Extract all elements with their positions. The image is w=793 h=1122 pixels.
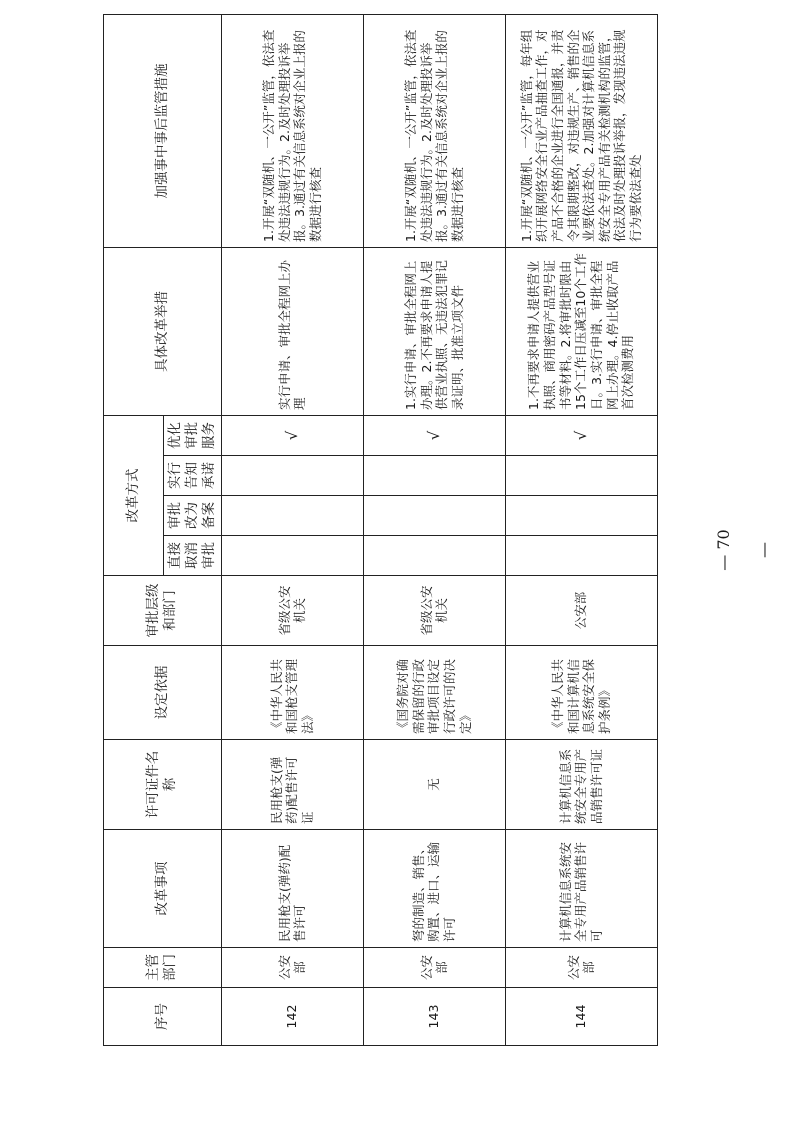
cell-measures: 实行申请、审批全程网上办理 xyxy=(221,248,363,416)
check-mark-icon: √ xyxy=(505,416,657,456)
cell-item: 民用枪支(弹药)配售许可 xyxy=(221,830,363,948)
cell-level: 公安部 xyxy=(505,576,657,646)
cell-cancel xyxy=(505,536,657,576)
cell-license: 计算机信息系统安全专用产品销售许可证 xyxy=(505,740,657,830)
cell-license: 民用枪支(弹药)配售许可证 xyxy=(221,740,363,830)
header-basis: 设定依据 xyxy=(104,646,222,740)
cell-notify xyxy=(221,456,363,496)
cell-basis: 《中华人民共和国枪支管理法》 xyxy=(221,646,363,740)
header-method-group: 改革方式 xyxy=(104,416,164,576)
cell-filing xyxy=(505,496,657,536)
header-seq: 序号 xyxy=(104,988,222,1046)
cell-dept: 公安部 xyxy=(363,948,505,988)
header-license: 许可证件名称 xyxy=(104,740,222,830)
cell-supervision: 1.开展“双随机、一公开”监管，依法查处违法违规行为。2.及时处理投诉举报。3.通过有关信息系统对企业上报的数据进行核查 xyxy=(221,15,363,248)
check-mark-icon: √ xyxy=(221,416,363,456)
cell-notify xyxy=(363,456,505,496)
cell-item: 弩的制造、销售、购置、进口、运输许可 xyxy=(363,830,505,948)
cell-item: 计算机信息系统安全专用产品销售许可 xyxy=(505,830,657,948)
cell-dept: 公安部 xyxy=(505,948,657,988)
rotated-table-wrapper xyxy=(103,15,643,1046)
cell-filing xyxy=(363,496,505,536)
cell-cancel xyxy=(363,536,505,576)
table-row xyxy=(505,15,657,1046)
page-number: — 70 — xyxy=(714,529,773,571)
check-mark-icon: √ xyxy=(363,416,505,456)
cell-dept: 公安部 xyxy=(221,948,363,988)
header-m-optimize: 优化审批服务 xyxy=(164,416,222,456)
cell-measures: 1.实行申请、审批全程网上办理。2.不再要求申请人提供营业执照、无违法犯罪记录证明、批准立项文件 xyxy=(363,248,505,416)
cell-seq: 143 xyxy=(363,988,505,1046)
cell-notify xyxy=(505,456,657,496)
header-item: 改革事项 xyxy=(104,830,222,948)
header-measures: 具体改革举措 xyxy=(104,248,222,416)
cell-measures: 1.不再要求申请人提供营业执照、商用密码产品型号证书等材料。2.将审批时限由15个工作日压减至10个工作日。3.实行申请、审批全程网上办理。4.停止收取产品首次检测费用 xyxy=(505,248,657,416)
cell-supervision: 1.开展“双随机、一公开”监管，依法查处违法违规行为。2.及时处理投诉举报。3.通过有关信息系统对企业上报的数据进行核查 xyxy=(363,15,505,248)
header-row xyxy=(104,15,164,1046)
cell-basis: 《中华人民共和国计算机信息系统安全保护条例》 xyxy=(505,646,657,740)
header-m-notify: 实行告知承诺 xyxy=(164,456,222,496)
cell-license: 无 xyxy=(363,740,505,830)
cell-filing xyxy=(221,496,363,536)
header-level: 审批层级和部门 xyxy=(104,576,222,646)
cell-seq: 144 xyxy=(505,988,657,1046)
header-m-cancel: 直接取消审批 xyxy=(164,536,222,576)
cell-basis: 《国务院对确需保留的行政审批项目设定行政许可的决定》 xyxy=(363,646,505,740)
table-row xyxy=(221,15,363,1046)
header-dept: 主管部门 xyxy=(104,948,222,988)
cell-level: 省级公安机关 xyxy=(363,576,505,646)
cell-seq: 142 xyxy=(221,988,363,1046)
reform-table xyxy=(103,14,658,1046)
cell-supervision: 1.开展“双随机、一公开”监管，每年组织开展网络安全行业产品抽查工作，对产品不合格的企业进行全国通报，并责令其限期整改，对违规生产、销售的企业要依法查处。2.加强对计算机信息系统安全专用产品有关检测机构的监管，依法及时处理投诉举报，发现违法违规行为要依法查处 xyxy=(505,15,657,248)
header-m-filing: 审批改为备案 xyxy=(164,496,222,536)
header-supervision: 加强事中事后监管措施 xyxy=(104,15,222,248)
cell-cancel xyxy=(221,536,363,576)
table-row xyxy=(363,15,505,1046)
cell-level: 省级公安机关 xyxy=(221,576,363,646)
